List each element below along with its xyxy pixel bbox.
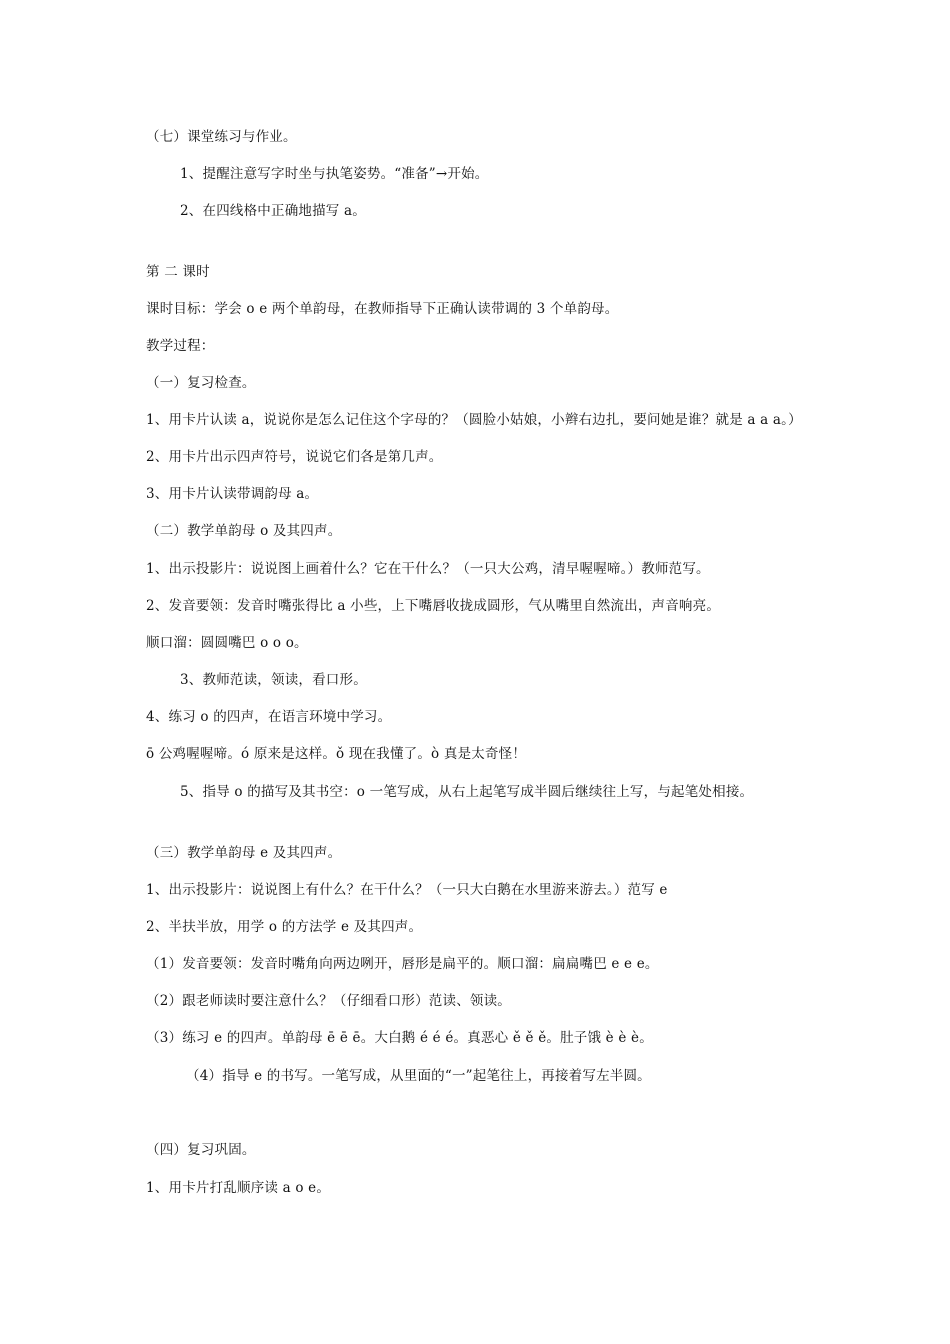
list-item: 1、出示投影片：说说图上有什么？在干什么？（一只大白鹅在水里游来游去。）范写 e [146,882,668,898]
section-heading-7: （七）课堂练习与作业。 [146,129,297,145]
list-item: 1、出示投影片：说说图上画着什么？它在干什么？（一只大公鸡，清早喔喔啼。）教师范写。 [146,561,710,577]
list-item: 3、用卡片认读带调韵母 a。 [146,486,319,502]
process-heading: 教学过程： [146,338,215,354]
list-item: 2、在四线格中正确地描写 a。 [180,203,366,219]
section-heading-2: （二）教学单韵母 o 及其四声。 [146,523,342,539]
paragraph: ō 公鸡喔喔啼。ó 原来是这样。ǒ 现在我懂了。ò 真是太奇怪！ [146,746,527,762]
list-item: 2、发音要领：发音时嘴张得比 a 小些，上下嘴唇收拢成圆形，气从嘴里自然流出，声音响亮。 [146,598,721,614]
sub-item: （3）练习 e 的四声。单韵母 ē ē ē。大白鹅 é é é。真恶心 ě ě ě。肚子饿 è è è。 [146,1030,653,1046]
sub-item: （1）发音要领：发音时嘴角向两边咧开，唇形是扁平的。顺口溜：扁扁嘴巴 e e e。 [146,956,659,972]
sub-item: （2）跟老师读时要注意什么？（仔细看口形）范读、领读。 [146,993,511,1009]
lesson-goal: 课时目标：学会 o e 两个单韵母，在教师指导下正确认读带调的 3 个单韵母。 [146,301,619,317]
list-item: 2、用卡片出示四声符号，说说它们各是第几声。 [146,449,443,465]
section-heading-3: （三）教学单韵母 e 及其四声。 [146,845,342,861]
list-item: 3、教师范读，领读，看口形。 [180,672,367,688]
list-item: 1、用卡片认读 a，说说你是怎么记住这个字母的？（圆脸小姑娘，小辫右边扎，要问她是谁？就是 a a a。） [146,412,802,428]
list-item: 4、练习 o 的四声，在语言环境中学习。 [146,709,392,725]
list-item: 2、半扶半放，用学 o 的方法学 e 及其四声。 [146,919,423,935]
list-item: 1、提醒注意写字时坐与执笔姿势。“准备”→开始。 [180,166,489,182]
list-item: 1、用卡片打乱顺序读 a o e。 [146,1180,331,1196]
paragraph: 顺口溜：圆圆嘴巴 o o o。 [146,635,308,651]
section-heading-4: （四）复习巩固。 [146,1142,256,1158]
sub-item: （4）指导 e 的书写。一笔写成，从里面的“一”起笔往上，再接着写左半圆。 [186,1068,651,1084]
lesson-heading: 第 二 课时 [146,264,210,280]
section-heading-1: （一）复习检查。 [146,375,256,391]
list-item: 5、指导 o 的描写及其书空：o 一笔写成，从右上起笔写成半圆后继续往上写，与起笔处相接。 [180,784,754,800]
